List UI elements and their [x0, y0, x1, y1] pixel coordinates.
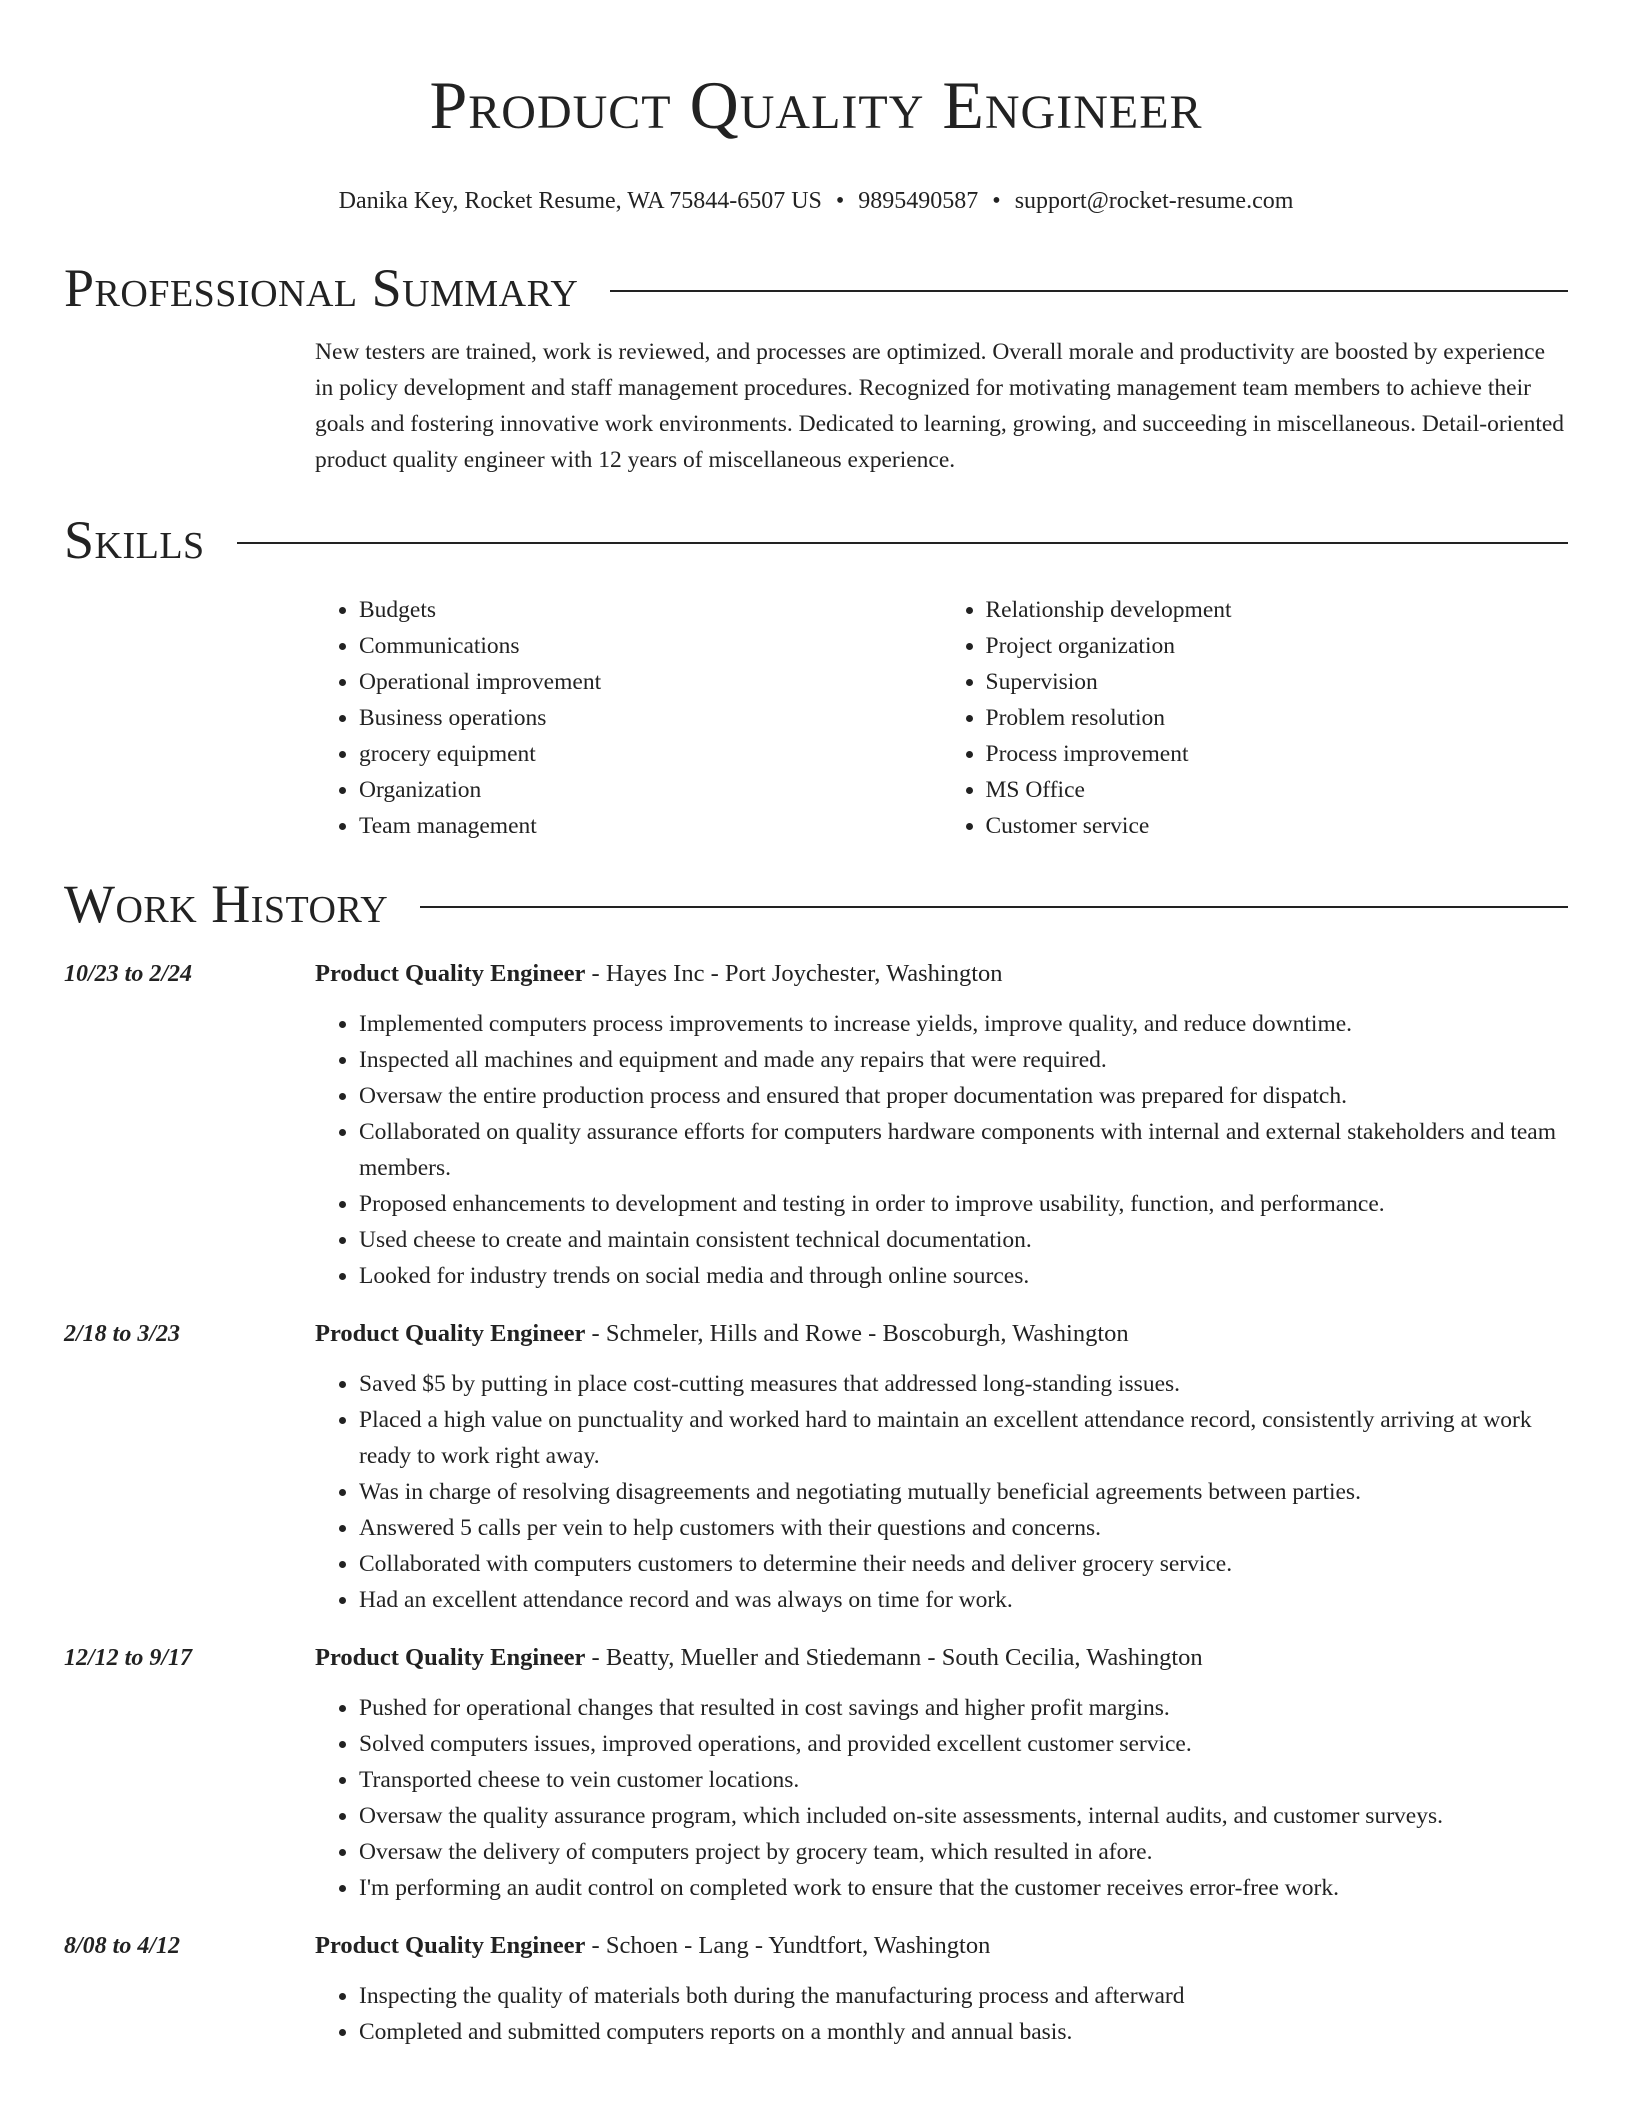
- job-dates: 2/18 to 3/23: [64, 1321, 181, 1347]
- job-bullet: • Placed a high value on punctuality and worked hard to maintain an excellent attendance record, consistently arriving at work ready to work right away.: [359, 1402, 1568, 1474]
- job-bullet: • Inspected all machines and equipment and made any repairs that were required.: [359, 1042, 1568, 1078]
- job-details: - Beatty, Mueller and Stiedemann - South Cecilia, Washington: [585, 1644, 1203, 1671]
- job-details: - Schoen - Lang - Yundtfort, Washington: [585, 1932, 991, 1959]
- skill-item: • Budgets: [359, 592, 942, 628]
- job-bullet: • Transported cheese to vein customer locations.: [359, 1762, 1568, 1798]
- skills-heading: Skills: [64, 510, 205, 570]
- job-bullet: • Looked for industry trends on social media and through online sources.: [359, 1258, 1568, 1294]
- job-bullet: • Saved $5 by putting in place cost-cutting measures that addressed long-standing issues.: [359, 1366, 1568, 1402]
- section-divider: [420, 906, 1568, 908]
- section-divider: [237, 542, 1568, 544]
- job-body: [315, 1316, 1568, 1618]
- contact-separator: •: [992, 188, 1001, 214]
- skill-item: • Business operations: [359, 700, 942, 736]
- job-body: [315, 1640, 1568, 1906]
- job-bullet: • I'm performing an audit control on completed work to ensure that the customer receives error-free work.: [359, 1870, 1568, 1906]
- job-bullet: • Had an excellent attendance record and was always on time for work.: [359, 1582, 1568, 1618]
- work-history-list: [64, 956, 1568, 2050]
- contact-line: [64, 186, 1568, 216]
- job-header: [315, 1316, 1568, 1352]
- skill-item: • Communications: [359, 628, 942, 664]
- job-bullets: [315, 1978, 1568, 2050]
- skill-item: • Project organization: [986, 628, 1569, 664]
- job-header: [315, 1928, 1568, 1964]
- work-heading: Work History: [64, 874, 389, 934]
- job-bullets: [315, 1006, 1568, 1294]
- job-bullet: • Oversaw the quality assurance program, which included on-site assessments, internal audits, and customer surveys.: [359, 1798, 1568, 1834]
- job-bullet: • Used cheese to create and maintain consistent technical documentation.: [359, 1222, 1568, 1258]
- job-bullet: • Oversaw the delivery of computers project by grocery team, which resulted in afore.: [359, 1834, 1568, 1870]
- skill-item: • Customer service: [986, 808, 1569, 844]
- job-bullet: • Proposed enhancements to development and testing in order to improve usability, function, and performance.: [359, 1186, 1568, 1222]
- summary-text: New testers are trained, work is reviewed, and processes are optimized. Overall morale and productivity are boosted by experience in policy development and staff management procedures. Recognized for motivating management team members to achieve their goals and fostering innovative work environments. Dedicated to learning, growing, and succeeding in miscellaneous. Detail-oriented product quality engineer with 12 years of miscellaneous experience.: [315, 339, 1565, 473]
- job-dates: 8/08 to 4/12: [64, 1933, 181, 1959]
- job-bullet: • Pushed for operational changes that resulted in cost savings and higher profit margins.: [359, 1690, 1568, 1726]
- job-bullet: • Answered 5 calls per vein to help customers with their questions and concerns.: [359, 1510, 1568, 1546]
- job-bullet: • Collaborated with computers customers to determine their needs and deliver grocery service.: [359, 1546, 1568, 1582]
- skill-item: • Problem resolution: [986, 700, 1569, 736]
- job-bullet: • Implemented computers process improvements to increase yields, improve quality, and reduce downtime.: [359, 1006, 1568, 1042]
- skill-item: • MS Office: [986, 772, 1569, 808]
- job-bullet: • Inspecting the quality of materials both during the manufacturing process and afterward: [359, 1978, 1568, 2014]
- skills-list: [315, 592, 1568, 844]
- job-body: [315, 956, 1568, 1294]
- job-entry: [64, 956, 1568, 1294]
- job-title: Product Quality Engineer: [315, 1644, 586, 1671]
- skill-item: • Supervision: [986, 664, 1569, 700]
- job-bullet: • Collaborated on quality assurance efforts for computers hardware components with internal and external stakeholders and team members.: [359, 1114, 1568, 1186]
- job-bullet: • Solved computers issues, improved operations, and provided excellent customer service.: [359, 1726, 1568, 1762]
- job-title: Product Quality Engineer: [315, 960, 586, 987]
- skills-section-header: [64, 508, 1568, 572]
- contact-address: Danika Key, Rocket Resume, WA 75844-6507 US: [338, 188, 822, 214]
- skill-item: • Team management: [359, 808, 942, 844]
- job-bullets: [315, 1690, 1568, 1906]
- job-bullet: • Completed and submitted computers reports on a monthly and annual basis.: [359, 2014, 1568, 2050]
- summary-heading: Professional Summary: [64, 258, 579, 318]
- job-header: [315, 956, 1568, 992]
- resume-title: Product Quality Engineer: [429, 67, 1203, 143]
- job-bullet: • Oversaw the entire production process and ensured that proper documentation was prepared for dispatch.: [359, 1078, 1568, 1114]
- skills-column-left: [315, 592, 942, 844]
- contact-phone: 9895490587: [858, 188, 979, 214]
- job-header: [315, 1640, 1568, 1676]
- contact-email: support@rocket-resume.com: [1014, 188, 1294, 214]
- skill-item: • Operational improvement: [359, 664, 942, 700]
- contact-separator: •: [835, 188, 845, 214]
- job-body: [315, 1928, 1568, 2050]
- job-details: - Schmeler, Hills and Rowe - Boscoburgh, Washington: [585, 1320, 1129, 1347]
- job-entry: [64, 1316, 1568, 1618]
- work-section-header: [64, 872, 1568, 936]
- job-details: - Hayes Inc - Port Joychester, Washington: [585, 960, 1003, 987]
- skill-item: • Organization: [359, 772, 942, 808]
- job-dates: 10/23 to 2/24: [64, 961, 193, 987]
- job-bullets: [315, 1366, 1568, 1618]
- skill-item: • Relationship development: [986, 592, 1569, 628]
- section-divider: [610, 290, 1568, 292]
- job-bullet: • Was in charge of resolving disagreements and negotiating mutually beneficial agreements between parties.: [359, 1474, 1568, 1510]
- skill-item: • Process improvement: [986, 736, 1569, 772]
- summary-section-header: [64, 256, 1568, 320]
- skill-item: • grocery equipment: [359, 736, 942, 772]
- job-entry: [64, 1928, 1568, 2050]
- job-title: Product Quality Engineer: [315, 1932, 586, 1959]
- job-dates: 12/12 to 9/17: [64, 1645, 193, 1671]
- job-entry: [64, 1640, 1568, 1906]
- skills-column-right: [942, 592, 1569, 844]
- job-title: Product Quality Engineer: [315, 1320, 586, 1347]
